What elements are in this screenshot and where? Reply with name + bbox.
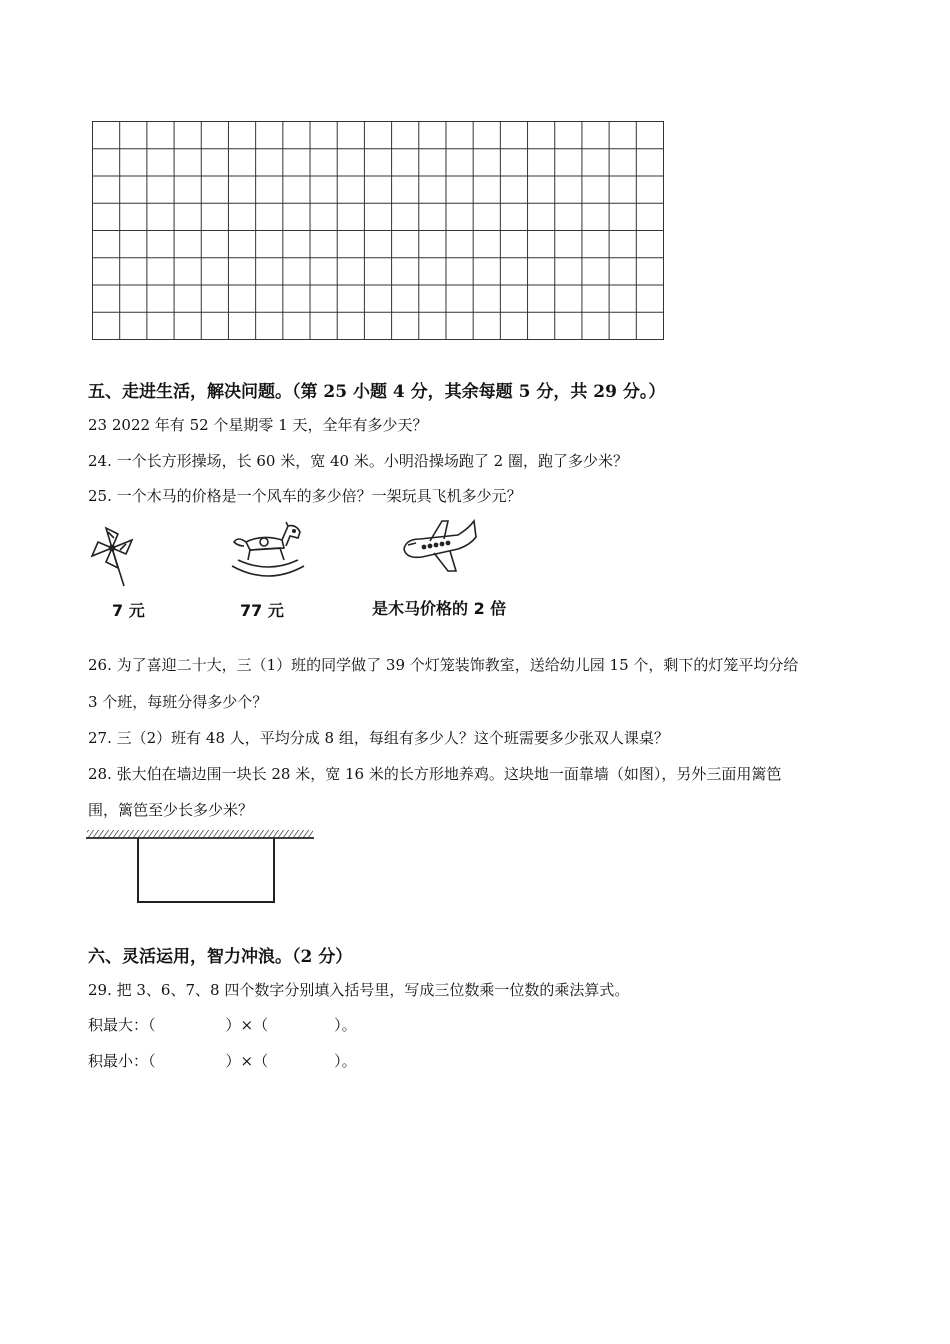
wall-diagram: [86, 826, 316, 906]
section-six-title: 六、灵活运用，智力冲浪。（2 分）: [88, 947, 353, 967]
rocking-horse-picture: [228, 520, 308, 582]
question-23: 23 2022 年有 52 个星期零 1 天，全年有多少天？: [88, 416, 428, 434]
windmill-picture: [86, 520, 138, 590]
answer-grid: [92, 121, 664, 340]
airplane-icon: [400, 517, 480, 579]
min-times: ）×（: [225, 1052, 269, 1070]
question-29: 29. 把 3、6、7、8 四个数字分别填入括号里，写成三位数乘一位数的乘法算式。: [88, 981, 630, 999]
horse-price: 77 元: [240, 601, 284, 620]
max-open-paren: （: [148, 1016, 156, 1034]
min-product-row: [88, 1050, 357, 1071]
min-product-label: 积最小：: [88, 1052, 149, 1070]
fence-outline: [138, 838, 274, 902]
wall-fence-diagram: [86, 826, 316, 906]
question-27: 27. 三（2）班有 48 人，平均分成 8 组，每组有多少人？这个班需要多少张双人课桌？: [88, 729, 669, 747]
wall-hatching: [87, 830, 313, 838]
max-times: ）×（: [225, 1016, 269, 1034]
question-28-line-2: 围，篱笆至少长多少米？: [88, 801, 254, 819]
rocking-horse-icon: [228, 520, 308, 582]
question-26-line-2: 3 个班，每班分得多少个？: [88, 693, 268, 711]
question-26-line-1: 26. 为了喜迎二十大，三（1）班的同学做了 39 个灯笼装饰教室，送给幼儿园 15 个，剩下的灯笼平均分给: [88, 656, 799, 674]
question-25: 25. 一个木马的价格是一个风车的多少倍？一架玩具飞机多少元？: [88, 487, 522, 505]
question-24: 24. 一个长方形操场，长 60 米，宽 40 米。小明沿操场跑了 2 圈，跑了多少米？: [88, 452, 628, 470]
grid-lines: [92, 121, 664, 340]
min-open-paren: （: [148, 1052, 156, 1070]
windmill-icon: [86, 520, 138, 590]
airplane-caption: 是木马价格的 2 倍: [372, 599, 507, 618]
question-28-line-1: 28. 张大伯在墙边围一块长 28 米，宽 16 米的长方形地养鸡。这块地一面靠墙（如图），另外三面用篱笆: [88, 765, 782, 783]
max-close: ）。: [334, 1016, 357, 1034]
airplane-picture: [400, 517, 480, 579]
max-product-row: [88, 1014, 357, 1035]
max-product-label: 积最大：: [88, 1016, 149, 1034]
windmill-price: 7 元: [112, 601, 145, 620]
min-close: ）。: [334, 1052, 357, 1070]
section-five-title: 五、走进生活，解决问题。（第 25 小题 4 分，其余每题 5 分，共 29 分。）: [88, 382, 666, 402]
